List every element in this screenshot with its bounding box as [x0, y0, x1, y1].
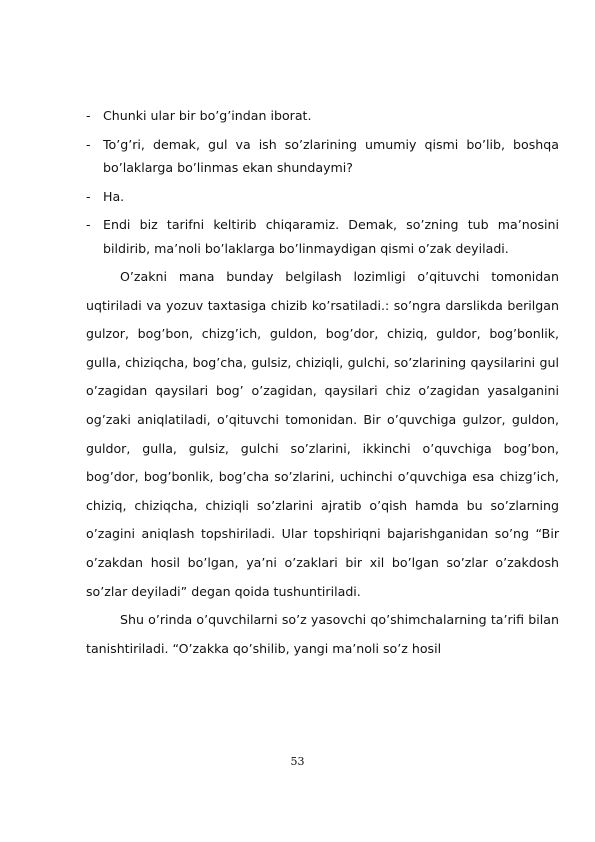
body-paragraph: O’zakni mana bunday belgilash lozimligi o’qituvchi tomonidan uqtiriladi va yozuv taxtasiga chizib ko’rsatiladi.: so’ngra darslikda berilgan gulzor, bog’bon, chizg’ich, guldon, bog’dor, chiziq, guldor, bog’bonlik, gulla, chiziqcha, bog’cha, gulsiz, chiziqli, gulchi, so’zlarining qaysilarini gul o’zagidan qaysilari bog’ o’zagidan, qaysilari chiz o’zagidan yasalganini og’zaki aniqlatiladi, o’qituvchi tomonidan. Bir o’quvchiga gulzor, guldon, guldor, gulla, gulsiz, gulchi so’zlarini, ikkinchi o’quvchiga bog’bon, bog’dor, bog’bonlik, bog’cha so’zlarini, uchinchi o’quvchiga esa chizg’ich, chiziq, chiziqcha, chiziqli so’zlarini ajratib o’qish hamda bu so’zlarning o’zagini aniqlash topshiriladi. Ular topshiriqni bajarishganidan so’ng “Bir o’zakdan hosil bo’lgan, ya’ni o’zaklari bir xil bo’lgan so’zlar o’zakdosh so’zlar deyiladi” degan qoida tushuntiriladi.: [86, 269, 559, 599]
dash-marker: -: [86, 108, 91, 123]
dialogue-item: [86, 104, 559, 128]
dialogue-text: Chunki ular bir bo’g’indan iborat.: [103, 108, 312, 123]
dash-marker: -: [86, 217, 91, 232]
dash-marker: -: [86, 136, 91, 152]
dialogue-text: Endi biz tarifni keltirib chiqaramiz. Demak, so’zning tub ma’nosini bildirib, ma’noli bo’laklarga bo’linmaydigan qismi o’zak deyiladi.: [103, 217, 559, 256]
dialogue-text: To’g’ri, demak, gul va ish so’zlarining umumiy qismi bo’lib, boshqa bo’laklarga bo’linmas ekan shundaymi?: [103, 136, 559, 175]
body-paragraph: Shu o’rinda o’quvchilarni so’z yasovchi qo’shimchalarning ta’rifi bilan tanishtiriladi. “O’zakka qo’shilib, yangi ma’noli so’z hosil: [86, 612, 559, 656]
dash-marker: -: [86, 188, 91, 204]
page-body: [86, 104, 559, 663]
dialogue-item: [86, 185, 559, 209]
dialogue-item: [86, 133, 559, 180]
page-number: 53: [290, 755, 305, 768]
dialogue-text: Ha.: [103, 188, 125, 204]
dialogue-item: [86, 213, 559, 260]
